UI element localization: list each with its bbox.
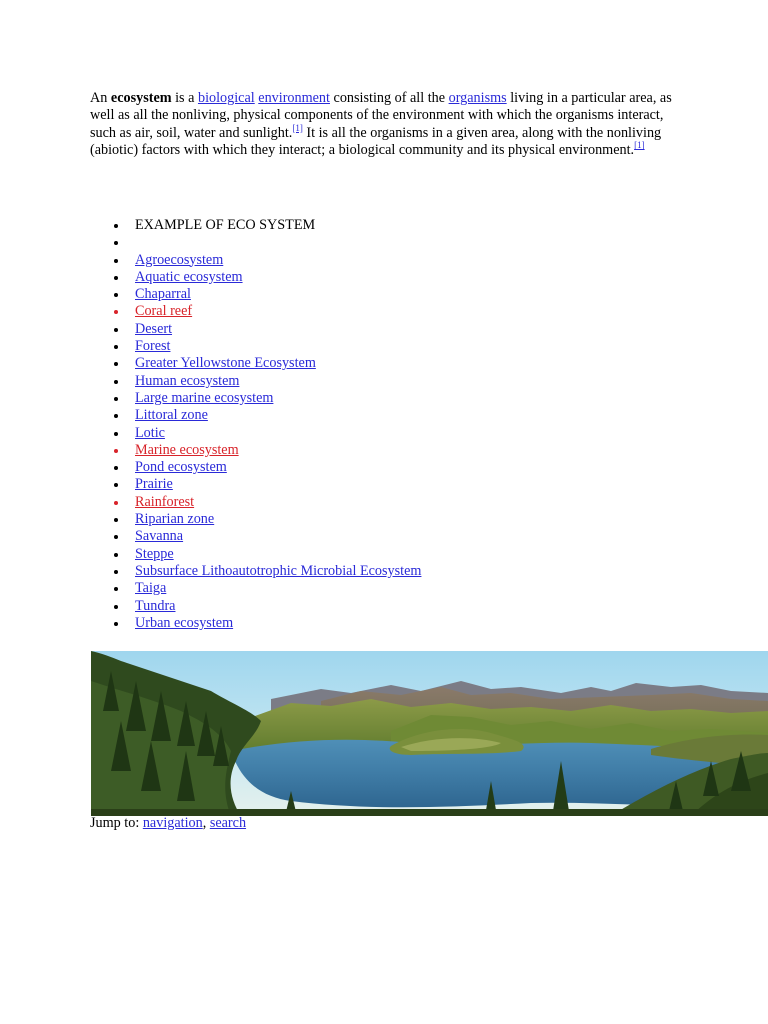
list-item — [90, 373, 421, 390]
bullet-icon — [114, 310, 118, 314]
citation-ref-2 — [634, 140, 645, 150]
bullet-icon — [114, 605, 118, 609]
citation-ref-1 — [292, 123, 303, 133]
intro-term: ecosystem — [110, 90, 172, 106]
bullet-icon — [114, 224, 118, 228]
ecosystem-link[interactable]: Agroecosystem — [135, 251, 224, 268]
list-item — [90, 494, 421, 511]
list-item — [90, 546, 421, 563]
list-item — [90, 355, 421, 372]
citation-link-1[interactable]: [1] — [292, 122, 303, 133]
ecosystem-link[interactable]: Chaparral — [135, 286, 191, 303]
list-item — [90, 442, 421, 459]
list-item — [90, 407, 421, 424]
link-environment[interactable]: environment — [258, 90, 330, 106]
ecosystem-link[interactable]: Tundra — [135, 597, 176, 614]
bullet-icon — [114, 535, 118, 539]
list-item — [90, 476, 421, 493]
citation-link-2[interactable]: [1] — [634, 139, 645, 150]
bullet-icon — [114, 449, 118, 453]
ecosystem-link[interactable]: Aquatic ecosystem — [135, 268, 243, 285]
intro-text: It is all the organisms in a given area, along with the nonliving (abiotic) factors with which they interact; a biological community and its physical environment. — [90, 124, 662, 158]
list-item — [90, 286, 421, 303]
list-item — [90, 338, 421, 355]
lake-landscape-image — [91, 651, 768, 816]
list-item — [90, 580, 421, 597]
empty-list-item — [90, 234, 421, 251]
list-item — [90, 528, 421, 545]
list-item — [90, 425, 421, 442]
jump-search-link[interactable]: search — [209, 815, 247, 831]
intro-text: An — [90, 90, 111, 106]
list-item — [90, 252, 421, 269]
ecosystem-link[interactable]: Riparian zone — [135, 511, 215, 528]
ecosystem-link[interactable]: Marine ecosystem — [135, 441, 239, 458]
bullet-icon — [114, 501, 118, 505]
bullet-icon — [114, 570, 118, 574]
intro-text: is a — [171, 90, 198, 106]
bullet-icon — [114, 432, 118, 436]
jump-separator: , — [202, 815, 210, 831]
list-item — [90, 303, 421, 320]
bullet-icon — [114, 380, 118, 384]
bullet-icon — [114, 553, 118, 557]
bullet-icon — [114, 414, 118, 418]
ecosystem-link[interactable]: Steppe — [135, 545, 174, 562]
ecosystem-link[interactable]: Greater Yellowstone Ecosystem — [135, 355, 316, 372]
list-item — [90, 511, 421, 528]
bullet-icon — [114, 293, 118, 297]
bullet-icon — [114, 362, 118, 366]
bullet-icon — [114, 518, 118, 522]
ecosystem-link[interactable]: Human ecosystem — [135, 372, 240, 389]
ecosystem-link[interactable]: Forest — [135, 338, 171, 355]
jump-navigation-link[interactable]: navigation — [142, 815, 203, 831]
ecosystem-link[interactable]: Savanna — [135, 528, 184, 545]
list-item — [90, 615, 421, 632]
jump-to-links — [90, 815, 246, 832]
list-item — [90, 321, 421, 338]
ecosystem-list — [90, 217, 421, 632]
bullet-icon — [114, 345, 118, 349]
ecosystem-link[interactable]: Lotic — [135, 424, 165, 441]
intro-text: consisting of all the — [329, 90, 449, 106]
bullet-icon — [114, 466, 118, 470]
bullet-icon — [114, 276, 118, 280]
list-item — [90, 459, 421, 476]
ecosystem-link[interactable]: Rainforest — [135, 493, 195, 510]
ecosystem-link[interactable]: Large marine ecosystem — [135, 389, 274, 406]
intro-text: living in a particular area, as well as all the nonliving, physical components of the environment with which the organisms interact, such as air, soil, water and sunlight. — [90, 90, 672, 141]
ecosystem-link[interactable]: Subsurface Lithoautotrophic Microbial Ecosystem — [135, 562, 422, 579]
ecosystem-link[interactable]: Urban ecosystem — [135, 614, 234, 631]
bullet-icon — [114, 328, 118, 332]
jump-prefix: Jump to: — [90, 815, 143, 831]
list-item — [90, 269, 421, 286]
bullet-icon — [114, 241, 118, 245]
landscape-photo — [91, 651, 768, 816]
list-item — [90, 598, 421, 615]
bullet-icon — [114, 483, 118, 487]
ecosystem-link[interactable]: Pond ecosystem — [135, 459, 227, 476]
ecosystem-link[interactable]: Desert — [135, 320, 173, 337]
bullet-icon — [114, 397, 118, 401]
bullet-icon — [114, 622, 118, 626]
list-item — [90, 563, 421, 580]
ecosystem-link[interactable]: Prairie — [135, 476, 173, 493]
ecosystem-link[interactable]: Coral reef — [135, 303, 193, 320]
list-heading-item — [90, 217, 421, 234]
bullet-icon — [114, 587, 118, 591]
list-item — [90, 390, 421, 407]
list-heading: EXAMPLE OF ECO SYSTEM — [135, 217, 316, 233]
ecosystem-link[interactable]: Littoral zone — [135, 407, 208, 424]
bullet-icon — [114, 259, 118, 263]
intro-paragraph — [90, 90, 680, 159]
ecosystem-link[interactable]: Taiga — [135, 580, 167, 597]
link-organisms[interactable]: organisms — [448, 90, 507, 106]
link-biological[interactable]: biological — [197, 90, 255, 106]
